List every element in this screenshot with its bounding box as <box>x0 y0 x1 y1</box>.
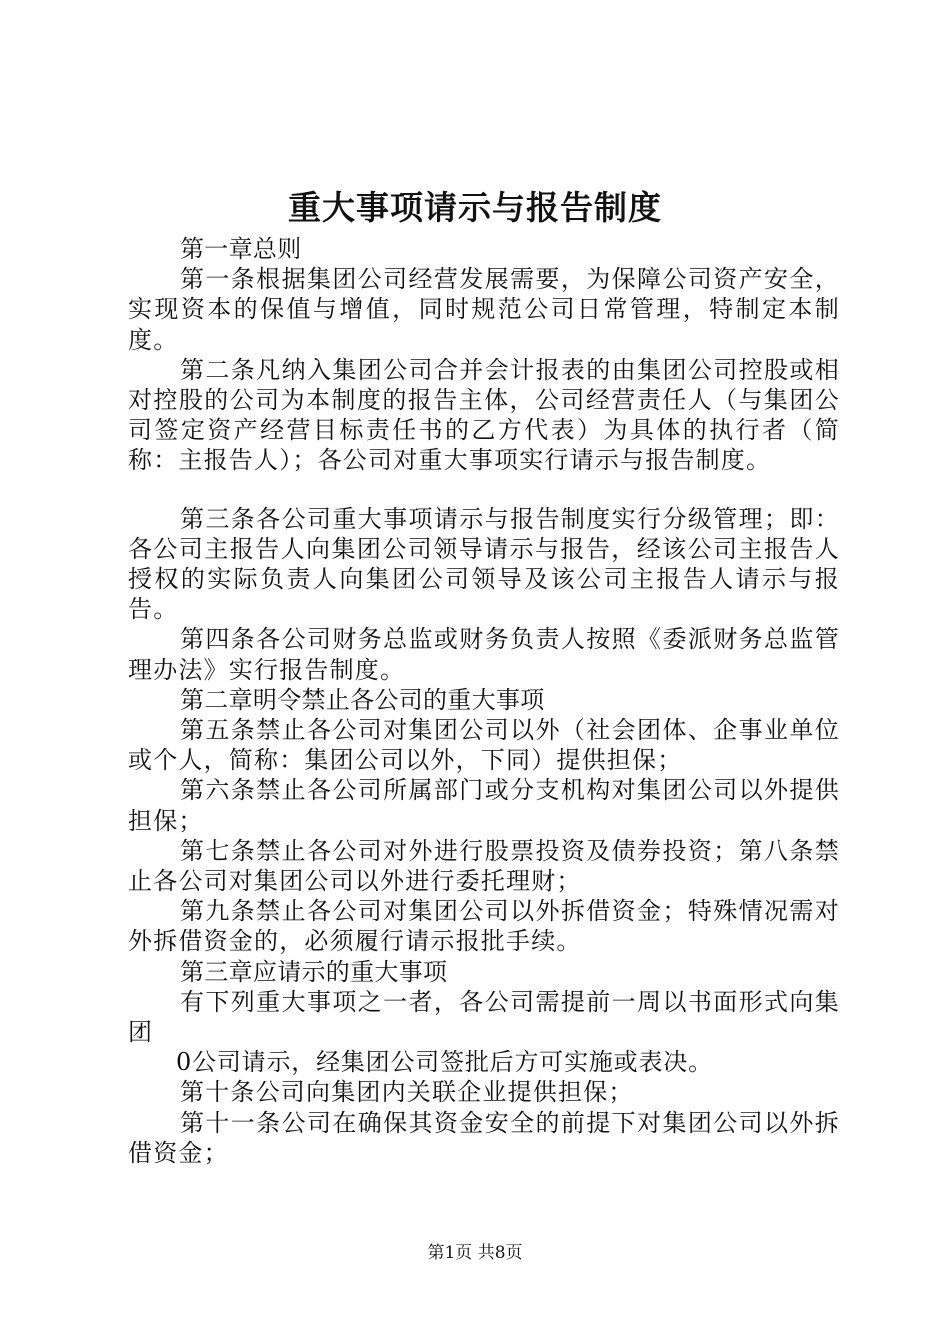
article-paragraph: 第六条禁止各公司所属部门或分支机构对集团公司以外提供担保； <box>128 776 840 835</box>
article-paragraph: 第二条凡纳入集团公司合并会计报表的由集团公司控股或相对控股的公司为本制度的报告主体，公司经营责任人（与集团公司签定资产经营目标责任书的乙方代表）为具体的执行者（简称：主报告人）；各公司对重大事项实行请示与报告制度。 <box>128 355 840 475</box>
document-title: 重大事项请示与报告制度 <box>288 188 662 227</box>
article-paragraph: 第五条禁止各公司对集团公司以外（社会团体、企事业单位或个人，简称：集团公司以外，下同）提供担保； <box>128 716 840 775</box>
page-number-footer: 第1页 共8页 <box>427 1243 523 1263</box>
article-paragraph: 0公司请示，经集团公司签批后方可实施或表决。 <box>176 1048 713 1077</box>
article-paragraph: 第一条根据集团公司经营发展需要，为保障公司资产安全，实现资本的保值与增值，同时规范公司日常管理，特制定本制度。 <box>128 265 840 354</box>
document-body <box>128 234 840 1168</box>
chapter-heading: 第三章应请示的重大事项 <box>180 957 448 986</box>
article-paragraph: 第九条禁止各公司对集团公司以外拆借资金；特殊情况需对外拆借资金的，必须履行请示报批手续。 <box>128 897 840 956</box>
chapter-heading: 第二章明令禁止各公司的重大事项 <box>180 685 545 714</box>
article-paragraph: 第三条各公司重大事项请示与报告制度实行分级管理；即：各公司主报告人向集团公司领导请示与报告，经该公司主报告人授权的实际负责人向集团公司领导及该公司主报告人请示与报告。 <box>128 504 840 624</box>
article-paragraph: 有下列重大事项之一者，各公司需提前一周以书面形式向集团 <box>128 987 840 1047</box>
article-paragraph: 第四条各公司财务总监或财务负责人按照《委派财务总监管理办法》实行报告制度。 <box>128 625 840 684</box>
chapter-heading: 第一章总则 <box>180 235 302 263</box>
article-paragraph: 第七条禁止各公司对外进行股票投资及债券投资；第八条禁止各公司对集团公司以外进行委托理财； <box>128 836 840 896</box>
article-paragraph: 第十一条公司在确保其资金安全的前提下对集团公司以外拆借资金； <box>128 1108 840 1167</box>
article-paragraph: 第十条公司向集团内关联企业提供担保； <box>180 1078 634 1107</box>
